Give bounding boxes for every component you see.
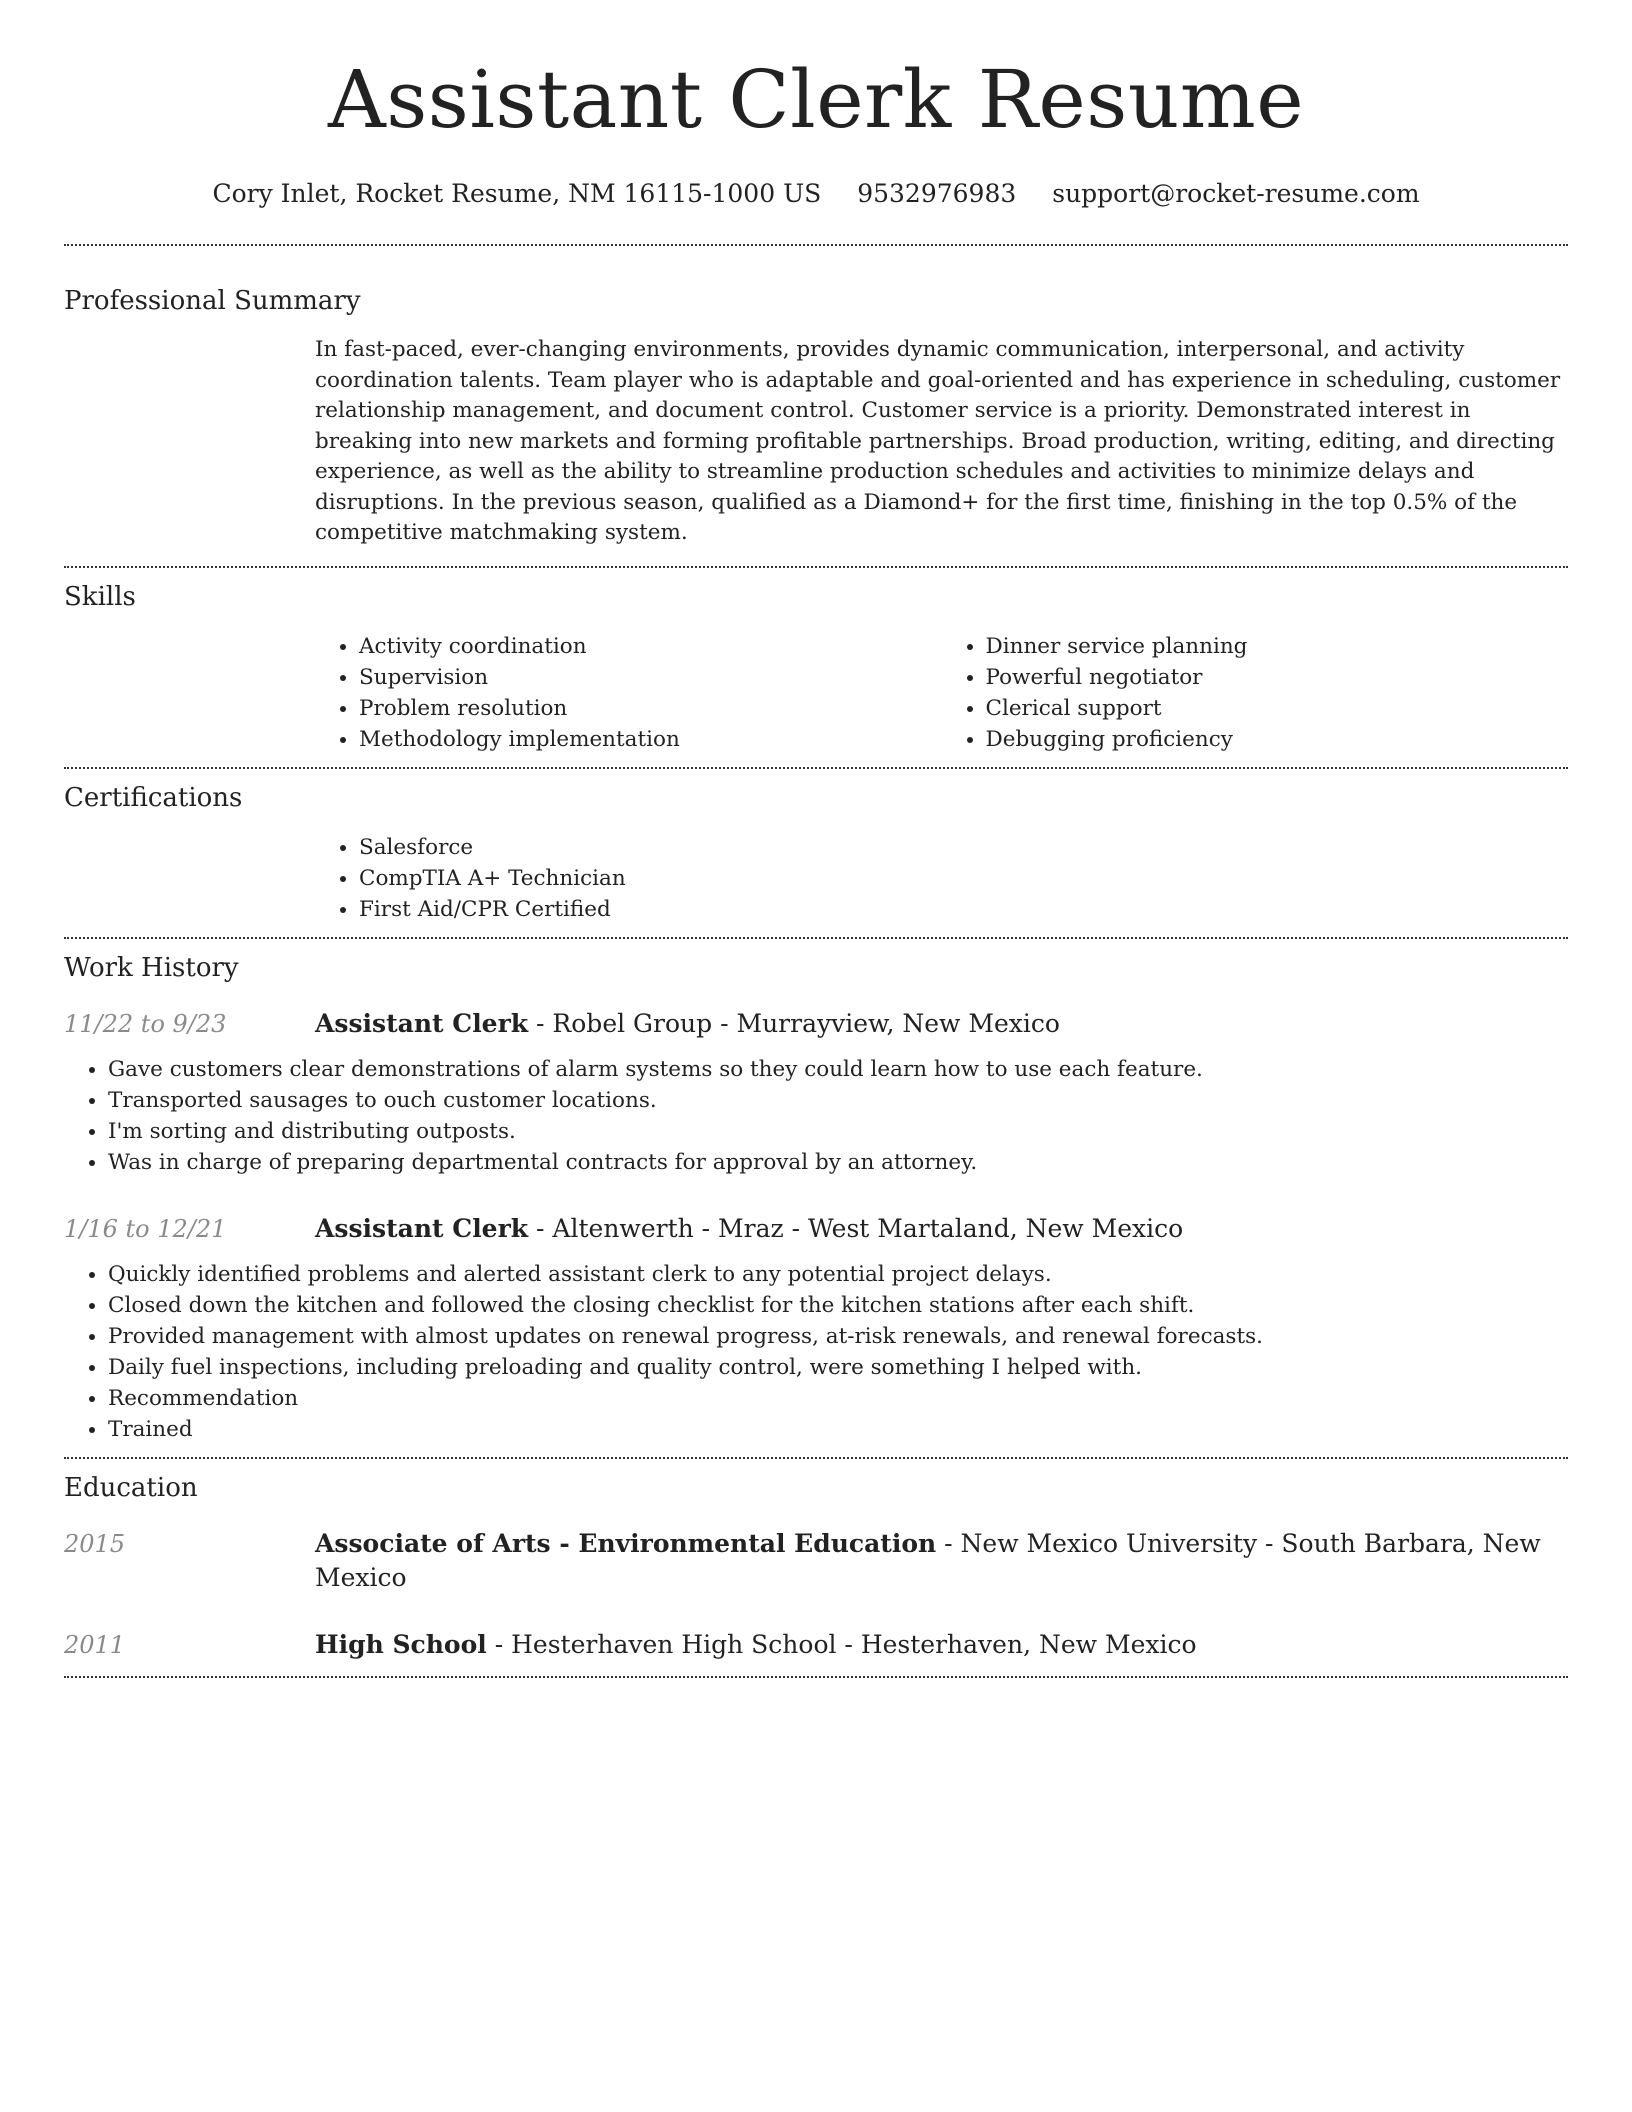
job-company: - Altenwerth - Mraz - West Martaland, New Mexico xyxy=(528,1213,1184,1243)
skills-list-left xyxy=(315,631,942,755)
job-company: - Robel Group - Murrayview, New Mexico xyxy=(528,1008,1060,1038)
list-item: • I'm sorting and distributing outposts. xyxy=(108,1116,1568,1147)
skills-list-right xyxy=(942,631,1569,755)
education-school: - Hesterhaven High School - Hesterhaven, New Mexico xyxy=(486,1629,1197,1659)
list-item: • Closed down the kitchen and followed the closing checklist for the kitchen stations after each shift. xyxy=(108,1290,1568,1321)
list-item: • Daily fuel inspections, including preloading and quality control, were something I helped with. xyxy=(108,1352,1568,1383)
certifications-section xyxy=(64,769,1568,937)
job-dates: 11/22 to 9/23 xyxy=(64,1009,227,1038)
contact-line xyxy=(64,178,1568,210)
list-item: • Salesforce xyxy=(359,832,1568,863)
list-item: • Dinner service planning xyxy=(986,631,1569,662)
job-entry xyxy=(64,1212,1568,1457)
list-item: • Activity coordination xyxy=(359,631,942,662)
resume-header xyxy=(64,0,1568,210)
job-role: Assistant Clerk xyxy=(315,1008,529,1038)
job-bullets xyxy=(64,1054,1568,1178)
section-title-work: Work History xyxy=(64,952,239,983)
list-item: • Was in charge of preparing departmental contracts for approval by an attorney. xyxy=(108,1147,1568,1178)
resume-title: Assistant Clerk Resume xyxy=(327,53,1305,146)
list-item: • Transported sausages to ouch customer locations. xyxy=(108,1085,1568,1116)
summary-section xyxy=(64,246,1568,566)
job-entry xyxy=(64,1007,1568,1178)
contact-phone: 9532976983 xyxy=(857,179,1017,208)
education-heading xyxy=(315,1527,1568,1595)
section-title-skills: Skills xyxy=(64,581,136,612)
summary-text: In fast-paced, ever-changing environments, provides dynamic communication, interpersonal, and activity coordination talents. Team player who is adaptable and goal-oriented and has experience in scheduling, customer relationship management, and document control. Customer service is a priority. Demonstrated interest in breaking into new markets and forming profitable partnerships. Broad production, writing, editing, and directing experience, as well as the ability to streamline production schedules and activities to minimize delays and disruptions. In the previous season, qualified as a Diamond+ for the first time, finishing in the top 0.5% of the competitive matchmaking system. xyxy=(315,337,1561,545)
list-item: • Methodology implementation xyxy=(359,724,942,755)
education-heading xyxy=(315,1628,1197,1662)
list-item: • Clerical support xyxy=(986,693,1569,724)
job-heading xyxy=(315,1007,1060,1041)
list-item: • Gave customers clear demonstrations of alarm systems so they could learn how to use each feature. xyxy=(108,1054,1568,1085)
education-degree: Associate of Arts - Environmental Education xyxy=(315,1528,937,1558)
list-item: • CompTIA A+ Technician xyxy=(359,863,1568,894)
education-entry xyxy=(64,1527,1568,1595)
work-history-section xyxy=(64,939,1568,1457)
contact-email: support@rocket-resume.com xyxy=(1052,179,1420,208)
list-item: • Provided management with almost updates on renewal progress, at-risk renewals, and renewal forecasts. xyxy=(108,1321,1568,1352)
education-entry xyxy=(64,1628,1568,1662)
job-role: Assistant Clerk xyxy=(315,1213,529,1243)
list-item: • Recommendation xyxy=(108,1383,1568,1414)
section-title-summary: Professional Summary xyxy=(64,286,361,316)
list-item: • First Aid/CPR Certified xyxy=(359,894,1568,925)
section-title-education: Education xyxy=(64,1472,198,1503)
education-section xyxy=(64,1459,1568,1676)
list-item: • Problem resolution xyxy=(359,693,942,724)
list-item: • Supervision xyxy=(359,662,942,693)
divider xyxy=(64,1676,1568,1678)
job-dates: 1/16 to 12/21 xyxy=(64,1214,227,1243)
list-item: • Trained xyxy=(108,1414,1568,1445)
section-title-certifications: Certifications xyxy=(64,782,243,813)
job-heading xyxy=(315,1212,1183,1246)
education-degree: High School xyxy=(315,1629,487,1659)
list-item: • Quickly identified problems and alerted assistant clerk to any potential project delays. xyxy=(108,1259,1568,1290)
skills-section xyxy=(64,568,1568,767)
education-year: 2015 xyxy=(64,1529,126,1558)
contact-address: Cory Inlet, Rocket Resume, NM 16115-1000 US xyxy=(212,179,822,208)
job-bullets xyxy=(64,1259,1568,1457)
list-item: • Powerful negotiator xyxy=(986,662,1569,693)
certifications-list xyxy=(315,832,1568,925)
list-item: • Debugging proficiency xyxy=(986,724,1569,755)
education-year: 2011 xyxy=(64,1630,126,1659)
education-school: - New Mexico University - South Barbara, New Mexico xyxy=(315,1528,1541,1592)
